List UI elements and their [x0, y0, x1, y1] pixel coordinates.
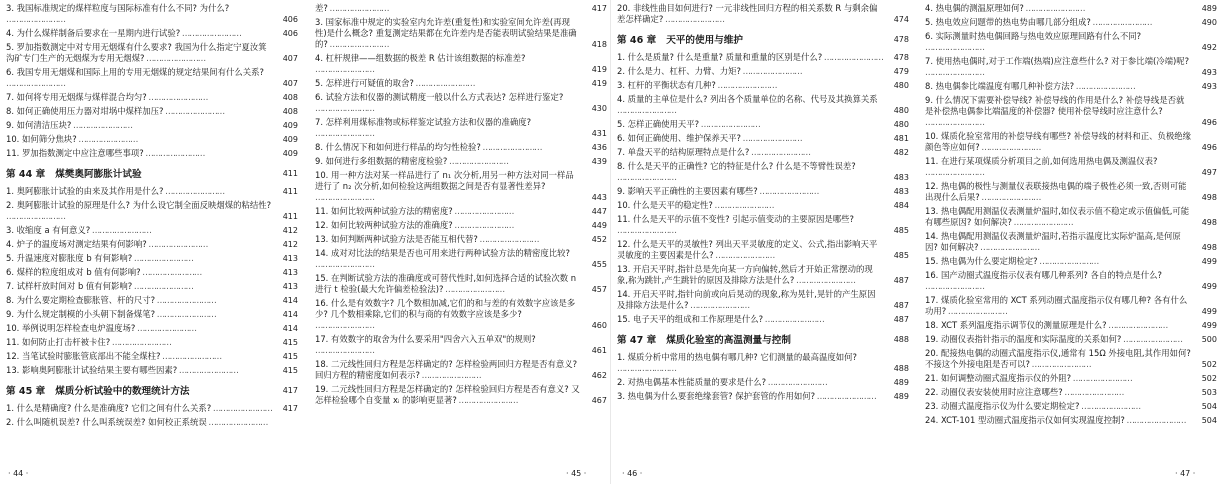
- toc-entry-text: 4. 杠杆规律——组数据的极差 R 估计该组数据的标准差? ……………………: [315, 53, 581, 75]
- toc-entry: [6, 28, 298, 39]
- chapter-title: 煤质分析试验中的数理统计方法: [55, 386, 190, 397]
- toc-entry-page: 413: [282, 254, 298, 263]
- toc-entry-text: 7. 使用热电偶时,对于工作端(热端)应注意些什么? 对于参比端(冷端)呢? ……………………: [925, 56, 1191, 78]
- toc-entry: [6, 267, 298, 278]
- toc-entry: [617, 52, 909, 63]
- toc-entry: [6, 309, 298, 320]
- chapter-heading: [617, 332, 909, 346]
- toc-entry-text: 14. 成对对比法的结果是否也可用来进行两种试验方法的精密度比较? ……………………: [315, 248, 581, 270]
- toc-entry-page: 487: [893, 276, 909, 285]
- toc-entry: [925, 270, 1217, 292]
- toc-entry-page: 467: [591, 396, 607, 405]
- toc-entry-page: 409: [282, 121, 298, 130]
- page-number-44: · 44 ·: [8, 469, 29, 478]
- toc-entry-text: 10. 用一种方法对某一样品进行了 n₁ 次分析,用另一种方法对同一样品进行了 n₂ 次分析,如何检验这两组数据之间是否有显著性差异? ……………………: [315, 170, 581, 203]
- toc-entry-text: 18. XCT 系列温度指示调节仪的测量原理是什么? ……………………: [925, 320, 1191, 331]
- toc-entry: [6, 120, 298, 131]
- toc-column-1: [6, 3, 298, 473]
- toc-entry-text: 2. 对热电偶基本性能质量的要求是什么? ……………………: [617, 377, 883, 388]
- toc-entry: [617, 239, 909, 261]
- toc-entry-text: 4. 炉子的温度场对测定结果有何影响? ……………………: [6, 239, 272, 250]
- toc-column-3: [617, 3, 909, 473]
- toc-entry: [6, 323, 298, 334]
- toc-entry-text: 13. 热电偶配用测温仪表测量炉温时,如仪表示值不稳定或示值偏低,可能有哪些原因? 如何解决? ……………………: [925, 206, 1191, 228]
- toc-entry: [315, 170, 607, 203]
- chapter-number: 第 45 章: [6, 386, 46, 397]
- toc-entry-text: 13. 开启天平时,指针总是先向某一方向偏转,然后才开始正常摆动的现象,称为跳针,产生跳针的原因及排除方法是什么? ……………………: [617, 264, 883, 286]
- toc-entry-text: 13. 影响奥阿膨胀计试验结果主要有哪些因素? ……………………: [6, 365, 272, 376]
- page-number-46: · 46 ·: [622, 469, 643, 478]
- chapter-title: 煤樊奥阿膨胀计试验: [55, 169, 142, 180]
- toc-entry-text: 3. 我国标准规定的煤样粒度与国际标准有什么不同? 为什么? ……………………: [6, 3, 272, 25]
- toc-entry-text: 20. 非线性曲目如何进行? 一元非线性回归方程的相关系数 R 与剩余偏差怎样确定? ……………………: [617, 3, 883, 25]
- toc-entry: [617, 133, 909, 144]
- toc-entry-page: 462: [591, 371, 607, 380]
- toc-entry-page: 413: [282, 268, 298, 277]
- toc-entry-text: 差? ……………………: [315, 3, 581, 14]
- toc-entry: [925, 401, 1217, 412]
- toc-entry-text: 13. 如何判断两种试验方法是否能互相代替? ……………………: [315, 234, 581, 245]
- toc-entry-text: 6. 煤样的粒度组成对 b 值有何影响? ……………………: [6, 267, 272, 278]
- toc-entry-text: 18. 二元线性回归方程是怎样确定的? 怎样检验两回归方程是否有意义? 回归方程的精密度如何表示? ……………………: [315, 359, 581, 381]
- toc-entry-text: 7. 怎样利用煤标准物或标样鉴定试验方法和仪器的准确度? ……………………: [315, 117, 581, 139]
- toc-entry-page: 498: [1201, 243, 1217, 252]
- toc-entry-page: 439: [591, 157, 607, 166]
- toc-entry-page: 407: [282, 79, 298, 88]
- toc-entry: [315, 92, 607, 114]
- toc-entry: [617, 119, 909, 130]
- toc-entry-page: 479: [893, 67, 909, 76]
- toc-entry-page: 502: [1201, 360, 1217, 369]
- toc-entry-text: 3. 杠杆的平衡状态有几种? ……………………: [617, 80, 883, 91]
- toc-entry: [925, 348, 1217, 370]
- toc-entry-text: 15. 热电偶为什么要定期检定? ……………………: [925, 256, 1191, 267]
- toc-entry-page: 484: [893, 201, 909, 210]
- toc-entry-text: 19. 二元线性回归方程是怎样确定的? 怎样检验回归方程是否有意义? 又怎样检验哪个自变量 xᵢ 的影响更显著? ……………………: [315, 384, 581, 406]
- toc-entry: [925, 95, 1217, 128]
- toc-entry: [925, 295, 1217, 317]
- toc-entry-page: 482: [893, 148, 909, 157]
- toc-entry-page: 409: [282, 135, 298, 144]
- toc-entry: [925, 256, 1217, 267]
- toc-entry-text: 23. 动圈式温度指示仪为什么要定期检定? ……………………: [925, 401, 1191, 412]
- toc-entry-text: 12. 热电偶的极性与测量仪表联接热电偶的端子极性必须一致,否则可能出现什么后果? ……………………: [925, 181, 1191, 203]
- toc-entry: [315, 156, 607, 167]
- toc-entry-page: 500: [1201, 335, 1217, 344]
- toc-entry-page: 474: [893, 15, 909, 24]
- page-number-45: · 45 ·: [566, 469, 587, 478]
- toc-entry-text: 16. 什么是有效数字? 几个数相加减,它们的和与差的有效数字应该是多少? 几个数相乘除,它们的积与商的有效数字应该是多少? ……………………: [315, 298, 581, 331]
- chapter-page: 417: [282, 385, 298, 395]
- toc-entry-page: 483: [893, 187, 909, 196]
- toc-entry: [315, 248, 607, 270]
- toc-entry-text: 11. 罗加指数测定中应注意哪些事项? ……………………: [6, 148, 272, 159]
- toc-entry-text: 22. 动圈仪表安装使用时应注意哪些? ……………………: [925, 387, 1191, 398]
- toc-entry: [617, 214, 909, 236]
- toc-entry: [6, 42, 298, 64]
- toc-entry-page: 485: [893, 251, 909, 260]
- toc-entry-text: 8. 热电偶参比端温度有哪几种补偿方法? ……………………: [925, 81, 1191, 92]
- toc-entry-text: 14. 热电偶配用测温仪表测量炉温时,若指示温度比实际炉温高,是何原因? 如何解决? ……………………: [925, 231, 1191, 253]
- chapter-title: 煤质化验室的高温测量与控制: [666, 335, 791, 346]
- toc-entry-page: 436: [591, 143, 607, 152]
- chapter-title: 天平的使用与维护: [666, 35, 743, 46]
- chapter-page: 488: [893, 334, 909, 344]
- toc-entry: [6, 295, 298, 306]
- toc-entry-page: 411: [282, 212, 298, 221]
- toc-entry: [925, 17, 1217, 28]
- toc-entry-page: 452: [591, 235, 607, 244]
- toc-entry-text: 1. 奥阿膨胀计试验的由来及其作用是什么? ……………………: [6, 186, 272, 197]
- toc-entry-text: 9. 为什么规定制模的小头朝下制备煤笔? ……………………: [6, 309, 272, 320]
- toc-entry-text: 5. 怎样正确使用天平? ……………………: [617, 119, 883, 130]
- toc-entry: [6, 281, 298, 292]
- toc-entry: [617, 391, 909, 402]
- toc-entry-page: 412: [282, 240, 298, 249]
- toc-entry: [6, 92, 298, 103]
- toc-entry-page: 497: [1201, 168, 1217, 177]
- chapter-page: 411: [282, 168, 298, 178]
- toc-entry: [315, 117, 607, 139]
- toc-entry: [617, 377, 909, 388]
- toc-entry-page: 414: [282, 296, 298, 305]
- toc-entry-text: 3. 国家标准中规定的实验室内允许差(重复性)和实验室间允许差(再现性)是什么概念? 重复测定结果都在允许差内是否能表明试验结果是准确的? ……………………: [315, 17, 581, 50]
- toc-entry-page: 492: [1201, 43, 1217, 52]
- toc-entry: [6, 186, 298, 197]
- toc-entry-page: 417: [591, 4, 607, 13]
- toc-entry: [925, 206, 1217, 228]
- toc-entry: [617, 3, 909, 25]
- toc-entry-page: 498: [1201, 193, 1217, 202]
- toc-entry: [315, 142, 607, 153]
- toc-entry-page: 408: [282, 107, 298, 116]
- toc-entry: [925, 156, 1217, 178]
- toc-entry-text: 10. 如何筛分焦块? ……………………: [6, 134, 272, 145]
- toc-entry-text: 21. 如何调整动圈式温度指示仪的外阻? ……………………: [925, 373, 1191, 384]
- toc-entry: [925, 81, 1217, 92]
- toc-entry-text: 24. XCT-101 型动圈式温度指示仪如何实现温度控制? ……………………: [925, 415, 1191, 426]
- toc-entry-page: 504: [1201, 402, 1217, 411]
- toc-entry-page: 415: [282, 366, 298, 375]
- toc-entry-page: 415: [282, 338, 298, 347]
- toc-entry-text: 4. 热电偶的测温原理如何? ……………………: [925, 3, 1191, 14]
- toc-entry-text: 1. 煤质分析中常用的热电偶有哪几种? 它们测量的最高温度如何? ……………………: [617, 352, 883, 374]
- toc-entry-page: 447: [591, 207, 607, 216]
- toc-entry: [6, 351, 298, 362]
- toc-entry-page: 480: [893, 106, 909, 115]
- toc-entry-text: 8. 什么是天平的正确性? 它的特征是什么? 什么是不等臂性误差? ……………………: [617, 161, 883, 183]
- toc-entry-page: 411: [282, 187, 298, 196]
- toc-entry-text: 10. 什么是天平的稳定性? ……………………: [617, 200, 883, 211]
- toc-entry-page: 449: [591, 221, 607, 230]
- toc-entry-text: 6. 如何正确使用、维护保养天平? ……………………: [617, 133, 883, 144]
- toc-entry: [925, 387, 1217, 398]
- toc-entry-page: 419: [591, 79, 607, 88]
- toc-entry-text: 17. 有效数字的取舍为什么要采用"四舍六入五单双"的规则? ……………………: [315, 334, 581, 356]
- toc-entry-text: 6. 实际测量时热电偶回路与热电效应原理回路有什么不同? ……………………: [925, 31, 1191, 53]
- toc-entry: [617, 186, 909, 197]
- toc-entry-text: 11. 在进行某项煤质分析项目之前,如何选用热电偶及测温仪表? ……………………: [925, 156, 1191, 178]
- toc-entry: [6, 3, 298, 25]
- toc-column-2: [315, 3, 607, 473]
- toc-entry-text: 3. 热电偶为什么要套绝缘套管? 保护套管的作用如何? ……………………: [617, 391, 883, 402]
- toc-entry-text: 8. 为什么要定期检查膨胀管、杆的尺寸? ……………………: [6, 295, 272, 306]
- toc-entry: [925, 56, 1217, 78]
- toc-entry-text: 6. 我国专用无烟煤和国际上用的专用无烟煤的规定结果间有什么关系? ……………………: [6, 67, 272, 89]
- toc-entry-text: 2. 什么叫随机误差? 什么叫系统误差? 如何校正系统误 ……………………: [6, 417, 272, 428]
- toc-entry: [925, 415, 1217, 426]
- toc-entry: [315, 206, 607, 217]
- toc-entry-page: 412: [282, 226, 298, 235]
- toc-entry-text: 12. 当笔试验时膨胀管底部出不能全煤柱? ……………………: [6, 351, 272, 362]
- toc-column-4: [925, 3, 1217, 473]
- toc-entry-text: 7. 如何将专用无烟煤与煤样混合均匀? ……………………: [6, 92, 272, 103]
- toc-entry-text: 9. 如何进行多组数据的精密度检验? ……………………: [315, 156, 581, 167]
- toc-entry-text: 19. 动圈仪表指针指示的温度和实际温度的关系如何? ……………………: [925, 334, 1191, 345]
- toc-entry-text: 6. 试验方法和仪器的测试精度一般以什么方式表达? 怎样进行鉴定? ……………………: [315, 92, 581, 114]
- toc-entry: [925, 31, 1217, 53]
- toc-entry-page: 493: [1201, 68, 1217, 77]
- toc-entry-page: 408: [282, 93, 298, 102]
- toc-entry-text: 7. 单盘天平的结构原理特点是什么? ……………………: [617, 147, 883, 158]
- toc-entry-text: 1. 什么是质量? 什么是重量? 质量和重量的区别是什么? ……………………: [617, 52, 883, 63]
- toc-entry: [6, 417, 298, 428]
- toc-entry-text: 4. 质量的主单位是什么? 列出各个质量单位的名称、代号及其换算关系 ……………………: [617, 94, 883, 116]
- chapter-number: 第 46 章: [617, 35, 657, 46]
- toc-entry: [6, 200, 298, 222]
- toc-entry-text: 8. 什么情况下和如何进行样品的均匀性检验? ……………………: [315, 142, 581, 153]
- toc-entry-text: 11. 如何比较两种试验方法的精密度? ……………………: [315, 206, 581, 217]
- toc-entry-text: 3. 收缩度 a 有何意义? ……………………: [6, 225, 272, 236]
- chapter-page: 478: [893, 34, 909, 44]
- toc-entry: [617, 161, 909, 183]
- toc-entry: [6, 403, 298, 414]
- toc-entry: [315, 220, 607, 231]
- toc-entry-page: 409: [282, 149, 298, 158]
- toc-entry: [315, 78, 607, 89]
- toc-entry-text: 10. 举例说明怎样检查电炉温度场? ……………………: [6, 323, 272, 334]
- toc-entry-page: 418: [591, 40, 607, 49]
- toc-entry: [617, 352, 909, 374]
- toc-entry: [6, 134, 298, 145]
- toc-entry-page: 487: [893, 315, 909, 324]
- toc-entry-page: 443: [591, 193, 607, 202]
- toc-entry-text: 11. 如何防止打击杆被卡住? ……………………: [6, 337, 272, 348]
- toc-entry: [6, 67, 298, 89]
- toc-entry-page: 431: [591, 129, 607, 138]
- toc-entry-text: 5. 罗加指数测定中对专用无烟煤有什么要求? 我国为什么指定宁夏汝箕沟矿专门生产的无烟煤为专用无烟煤? ……………………: [6, 42, 272, 64]
- toc-entry-page: 417: [282, 404, 298, 413]
- toc-entry: [6, 239, 298, 250]
- toc-entry-page: 455: [591, 260, 607, 269]
- toc-entry: [617, 289, 909, 311]
- toc-entry-page: 481: [893, 134, 909, 143]
- toc-entry-text: 5. 升温速度对膨胀度 b 有何影响? ……………………: [6, 253, 272, 264]
- toc-entry: [617, 314, 909, 325]
- toc-entry-page: 480: [893, 81, 909, 90]
- toc-entry: [925, 181, 1217, 203]
- toc-entry-text: 10. 煤质化验室常用的补偿导线有哪些? 补偿导线的材料和正、负极绝缘颜色等应如何? ……………………: [925, 131, 1191, 153]
- toc-entry-text: 7. 试样杆放时间对 b 值有何影响? ……………………: [6, 281, 272, 292]
- toc-entry: [925, 320, 1217, 331]
- toc-entry: [315, 53, 607, 75]
- toc-entry-text: 5. 怎样进行可疑值的取舍? ……………………: [315, 78, 581, 89]
- toc-entry-page: 478: [893, 53, 909, 62]
- toc-entry-page: 407: [282, 54, 298, 63]
- toc-entry-page: 480: [893, 120, 909, 129]
- toc-entry-text: 2. 奥阿膨胀计试验的原理是什么? 为什么设它制全面反映烟煤的粘结性? ……………………: [6, 200, 272, 222]
- chapter-number: 第 47 章: [617, 335, 657, 346]
- toc-entry: [617, 200, 909, 211]
- toc-entry: [315, 17, 607, 50]
- toc-entry-page: 499: [1201, 257, 1217, 266]
- toc-entry-page: 485: [893, 226, 909, 235]
- toc-entry: [315, 234, 607, 245]
- toc-entry-text: 1. 什么是精确度? 什么是准确度? 它们之间有什么关系? ……………………: [6, 403, 272, 414]
- toc-entry-text: 5. 热电效应问题带的热电势由哪几部分组成? ……………………: [925, 17, 1191, 28]
- toc-entry-page: 406: [282, 29, 298, 38]
- toc-entry-page: 498: [1201, 218, 1217, 227]
- toc-entry: [925, 373, 1217, 384]
- toc-entry: [315, 359, 607, 381]
- toc-entry-text: 9. 影响天平正确性的主要因素有哪些? ……………………: [617, 186, 883, 197]
- toc-entry-page: 488: [893, 364, 909, 373]
- toc-entry: [315, 3, 607, 14]
- toc-entry: [6, 225, 298, 236]
- toc-entry-page: 496: [1201, 118, 1217, 127]
- toc-entry-page: 461: [591, 346, 607, 355]
- toc-entry-text: 12. 什么是天平的灵敏性? 列出天平灵敏度的定义、公式,指出影响天平灵敏度的主要因素是什么? ……………………: [617, 239, 883, 261]
- toc-entry-page: 496: [1201, 143, 1217, 152]
- toc-entry-page: 499: [1201, 321, 1217, 330]
- toc-entry-page: 414: [282, 310, 298, 319]
- toc-entry-page: 415: [282, 352, 298, 361]
- toc-entry: [617, 264, 909, 286]
- toc-entry-page: 460: [591, 321, 607, 330]
- toc-entry: [6, 253, 298, 264]
- toc-entry-page: 413: [282, 282, 298, 291]
- toc-entry: [925, 3, 1217, 14]
- toc-entry: [925, 334, 1217, 345]
- toc-entry-page: 490: [1201, 18, 1217, 27]
- toc-entry: [6, 365, 298, 376]
- toc-entry: [315, 334, 607, 356]
- toc-entry-page: 489: [1201, 4, 1217, 13]
- toc-entry-page: 487: [893, 301, 909, 310]
- chapter-number: 第 44 章: [6, 169, 46, 180]
- toc-entry-page: 406: [282, 15, 298, 24]
- toc-entry-page: 457: [591, 285, 607, 294]
- toc-entry-page: 502: [1201, 374, 1217, 383]
- toc-entry: [6, 337, 298, 348]
- toc-entry: [617, 94, 909, 116]
- toc-entry-text: 14. 开启天平时,指针向前或向后晃动的现象,称为晃针,晃针的产生原因及排除方法是什么? ……………………: [617, 289, 883, 311]
- toc-entry-page: 414: [282, 324, 298, 333]
- toc-entry-page: 504: [1201, 416, 1217, 425]
- toc-entry-text: 15. 电子天平的组成和工作原理是什么? ……………………: [617, 314, 883, 325]
- toc-entry-text: 2. 什么是力、杠杆、力臂、力矩? ……………………: [617, 66, 883, 77]
- toc-entry-text: 4. 为什么煤样制备后要求在一星期内进行试验? ……………………: [6, 28, 272, 39]
- toc-entry: [6, 106, 298, 117]
- toc-entry: [315, 384, 607, 406]
- toc-entry-text: 11. 什么是天平的示值不变性? 引起示值变动的主要原因是哪些? ……………………: [617, 214, 883, 236]
- toc-entry: [617, 147, 909, 158]
- toc-entry: [925, 231, 1217, 253]
- toc-entry: [315, 298, 607, 331]
- toc-entry-page: 419: [591, 65, 607, 74]
- chapter-heading: [6, 166, 298, 180]
- toc-entry: [925, 131, 1217, 153]
- toc-entry-text: 9. 什么情况下需要补偿导线? 补偿导线的作用是什么? 补偿导线是否就是补偿热电偶参比端温度的补偿器? 使用补偿导线时应注意什么? ……………………: [925, 95, 1191, 128]
- toc-entry-text: 20. 配接热电偶的动圈式温度指示仪,通常有 15Ω 外接电阻,其作用如何? 不接这个外接电阻是否可以? ……………………: [925, 348, 1191, 370]
- chapter-heading: [6, 383, 298, 397]
- toc-entry: [617, 80, 909, 91]
- toc-entry-page: 499: [1201, 307, 1217, 316]
- toc-entry: [315, 273, 607, 295]
- toc-entry-page: 430: [591, 104, 607, 113]
- toc-entry-page: 503: [1201, 388, 1217, 397]
- toc-entry-page: 489: [893, 378, 909, 387]
- toc-entry-page: 493: [1201, 82, 1217, 91]
- toc-entry-text: 12. 如何比较两种试验方法的准确度? ……………………: [315, 220, 581, 231]
- toc-entry-text: 17. 煤质化验室常用的 XCT 系列动圈式温度指示仪有哪几种? 各有什么功用? ……………………: [925, 295, 1191, 317]
- toc-entry: [617, 66, 909, 77]
- page-gutter: [610, 0, 611, 484]
- toc-entry-text: 15. 在判断试验方法的准确度或可替代性时,如何选择合适的试验次数 n 进行 t 检验(最大允许偏差检验法)? ……………………: [315, 273, 581, 295]
- toc-entry-page: 483: [893, 173, 909, 182]
- toc-entry-text: 9. 如何清洁压块? ……………………: [6, 120, 272, 131]
- chapter-heading: [617, 32, 909, 46]
- toc-entry: [6, 148, 298, 159]
- toc-entry-page: 489: [893, 392, 909, 401]
- toc-entry-text: 16. 国产动圈式温度指示仪表有哪几种系列? 各自的特点是什么? ……………………: [925, 270, 1191, 292]
- toc-entry-page: 499: [1201, 282, 1217, 291]
- page-number-47: · 47 ·: [1175, 469, 1196, 478]
- toc-entry-text: 8. 如何正确使用压力器对坩埚中煤样加压? ……………………: [6, 106, 272, 117]
